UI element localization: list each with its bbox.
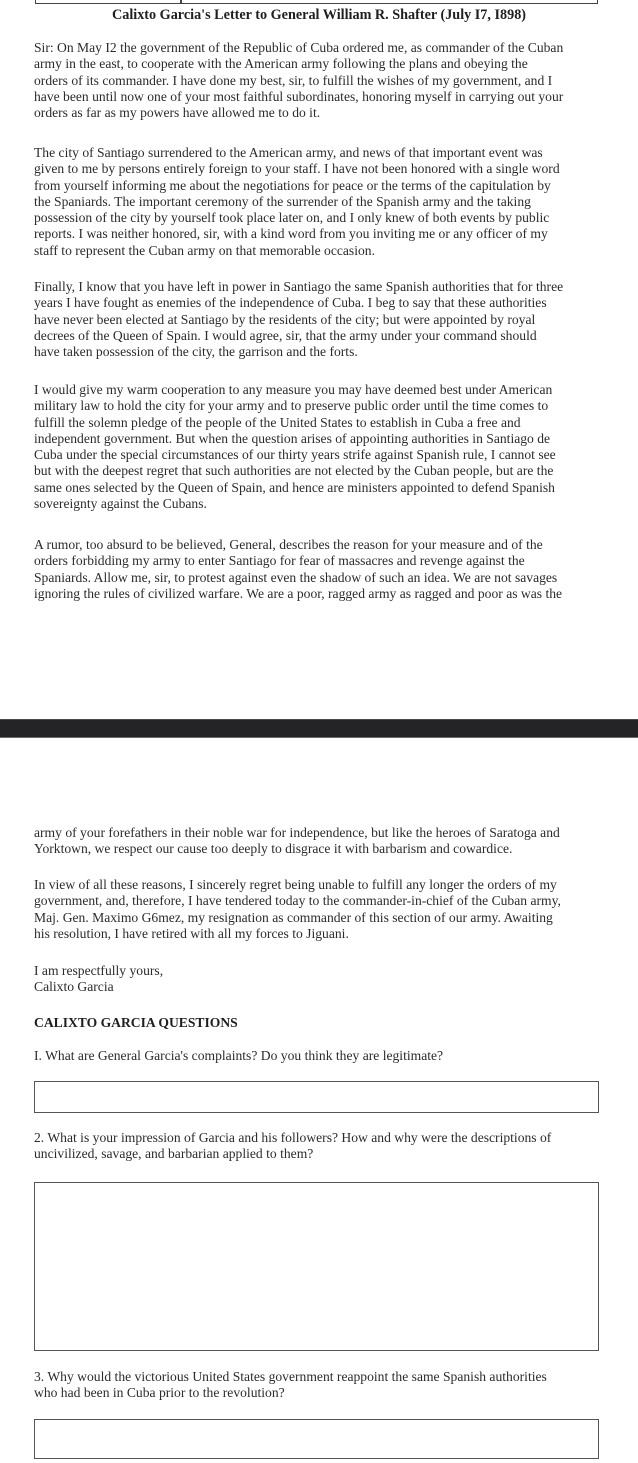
text-line: ignoring the rules of civilized warfare. We are a poor, ragged army as ragged and poor as was the — [34, 585, 563, 601]
text-line: staff to represent the Cuban army on that memorable occasion. — [34, 242, 375, 258]
text-line: Cuba under the special circumstances of our thirty years strife against Spanish rule, I cannot see — [34, 447, 556, 463]
text-line: Spaniards. Allow me, sir, to protest against even the shadow of such an idea. We are not savages — [34, 569, 558, 585]
text-line: orders of its commander. I have done my best, sir, to fulfill the wishes of my government, and I — [34, 72, 553, 88]
document-title: Calixto Garcia's Letter to General William R. Shafter (July I7, I898) — [111, 7, 527, 23]
question-text: 2. What is your impression of Garcia and his followers? How and why were the descriptions of — [34, 1130, 552, 1145]
text-line: decrees of the Queen of Spain. I would agree, sir, that the army under your command should — [34, 327, 537, 343]
text-line: years I have fought as enemies of the independence of Cuba. I beg to say that these authorities — [34, 295, 547, 311]
text-line: same ones selected by the Queen of Spain, and hence are ministers appointed to defend Spanish — [34, 479, 555, 495]
answer-input-2[interactable] — [35, 1183, 598, 1350]
answer-box-1[interactable] — [34, 1081, 599, 1113]
text-line: fulfill the solemn pledge of the people of the United States to establish in Cuba a free and — [34, 414, 521, 430]
question-text: 3. Why would the victorious United States government reappoint the same Spanish authorities — [34, 1369, 547, 1384]
question-text: I. What are General Garcia's complaints? Do you think they are legitimate? — [34, 1048, 444, 1063]
letter-paragraph-5 — [34, 537, 604, 602]
text-line: given to me by persons entirely foreign to your staff. I have not been honored with a single word — [34, 161, 560, 177]
letter-closing — [34, 963, 604, 996]
text-line: I would give my warm cooperation to any measure you may have deemed best under American — [34, 382, 553, 397]
text-line: Yorktown, we respect our cause too deeply to disgrace it with barbarism and cowardice. — [34, 841, 513, 857]
letter-paragraph-2 — [34, 145, 604, 259]
text-line: from yourself informing me about the negotiations for peace or the terms of the capitulation by — [34, 177, 551, 193]
questions-heading: CALIXTO GARCIA QUESTIONS — [34, 1015, 238, 1030]
page-break-divider — [0, 719, 638, 738]
text-line: orders as far as my powers have allowed me to do it. — [34, 105, 321, 121]
text-line: Finally, I know that you have left in power in Santiago the same Spanish authorities that for three — [34, 279, 564, 294]
text-line: have taken possession of the city, the garrison and the forts. — [34, 344, 358, 360]
text-line: sovereignty against the Cubans. — [34, 496, 207, 512]
text-line: The city of Santiago surrendered to the American army, and news of that important event was — [34, 145, 543, 160]
text-line: reports. I was neither honored, sir, with a kind word from you inviting me or any officer of my — [34, 226, 548, 242]
text-line: orders forbidding my army to enter Santiago for fear of massacres and revenge against the — [34, 553, 525, 569]
question-1 — [34, 1048, 604, 1064]
letter-paragraph-3 — [34, 279, 604, 360]
text-line: military law to hold the city for your army and to preserve public order until the time comes to — [34, 398, 549, 414]
letter-paragraph-6 — [34, 825, 604, 858]
previous-table-fragment — [35, 0, 598, 4]
answer-box-3[interactable] — [34, 1419, 599, 1459]
closing-text: I am respectfully yours, — [34, 963, 164, 978]
question-2 — [34, 1130, 604, 1163]
text-line: army of your forefathers in their noble war for independence, but like the heroes of Saratoga and — [34, 825, 560, 840]
text-line: government, and, therefore, I have tendered today to the commander-in-chief of the Cuban army, — [34, 893, 561, 909]
answer-input-3[interactable] — [35, 1420, 598, 1458]
text-line: have never been elected at Santiago by the residents of the city; but were appointed by royal — [34, 311, 536, 327]
signature: Calixto Garcia — [34, 979, 114, 995]
document-page-top — [0, 0, 638, 719]
table-cell-divider — [180, 0, 182, 3]
text-line: Sir: On May I2 the government of the Republic of Cuba ordered me, as commander of the Cuban — [34, 40, 564, 55]
text-line: Maj. Gen. Maximo G6mez, my resignation as commander of this section of our army. Awaiting — [34, 909, 553, 925]
text-line: independent government. But when the question arises of appointing authorities in Santiago de — [34, 430, 551, 446]
answer-input-1[interactable] — [35, 1082, 598, 1112]
letter-paragraph-7 — [34, 877, 604, 942]
text-line: have been until now one of your most faithful subordinates, honoring myself in carrying out your — [34, 88, 564, 104]
text-line: the Spaniards. The important ceremony of the surrender of the Spanish army and the taking — [34, 193, 531, 209]
text-line: his resolution, I have retired with all my forces to Jiguani. — [34, 925, 349, 941]
text-line: possession of the city by yourself took place later on, and I only knew of both events by public — [34, 210, 550, 226]
question-3 — [34, 1369, 604, 1402]
document-page-bottom — [0, 738, 638, 1421]
letter-paragraph-1 — [34, 40, 604, 121]
letter-paragraph-4 — [34, 382, 604, 512]
text-line: but with the deepest regret that such authorities are not elected by the Cuban people, but are the — [34, 463, 554, 479]
question-text: who had been in Cuba prior to the revolution? — [34, 1385, 285, 1401]
text-line: A rumor, too absurd to be believed, General, describes the reason for your measure and of the — [34, 537, 543, 552]
text-line: army in the east, to cooperate with the American army following the plans and obeying the — [34, 56, 528, 72]
question-text: uncivilized, savage, and barbarian applied to them? — [34, 1146, 314, 1162]
answer-box-2[interactable] — [34, 1182, 599, 1351]
text-line: In view of all these reasons, I sincerely regret being unable to fulfill any longer the orders of my — [34, 877, 557, 892]
